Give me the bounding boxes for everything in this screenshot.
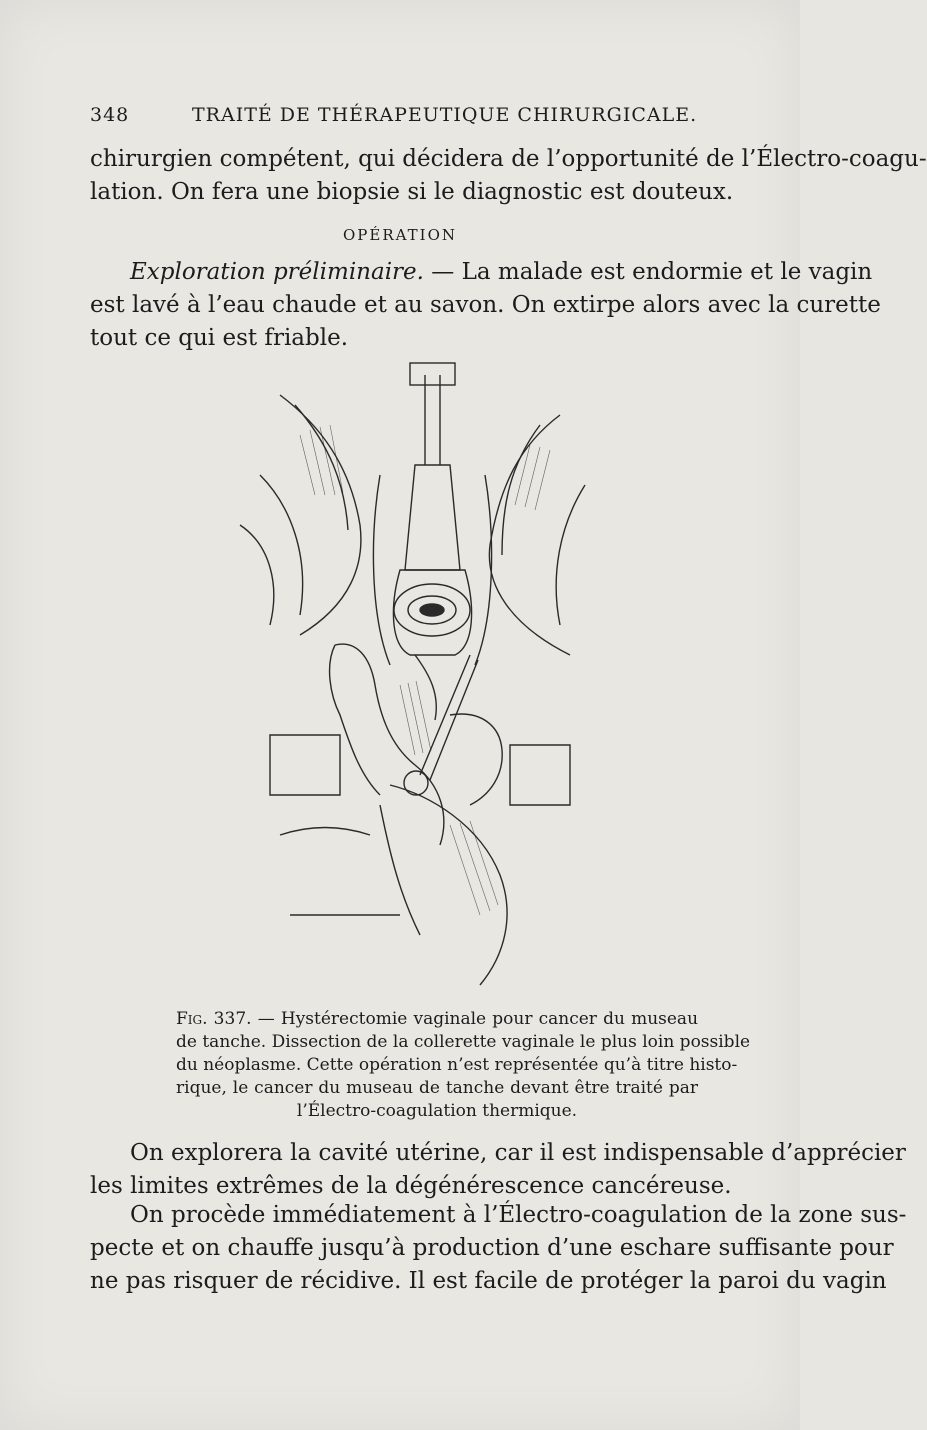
paragraph-4 [90, 1199, 907, 1298]
text-line [90, 256, 873, 289]
running-title: TRAITÉ DE THÉRAPEUTIQUE CHIRURGICALE. [192, 104, 698, 126]
text-line: tout ce qui est friable. [90, 325, 349, 351]
caption-line: l’Électro-coagulation thermique. [296, 1101, 578, 1121]
paragraph-2 [90, 256, 881, 355]
forceps [420, 655, 478, 780]
text-line: lation. On fera une biopsie si le diagnostic est douteux. [90, 179, 734, 205]
caption-line: de tanche. Dissection de la collerette vaginale le plus loin possible [176, 1032, 751, 1052]
speculum [425, 375, 440, 465]
hand-right [450, 714, 502, 805]
text-line-rest: — La malade est endormie et le vagin [423, 259, 873, 285]
page-number: 348 [90, 104, 130, 126]
drape-left [280, 395, 361, 635]
caption-line: du néoplasme. Cette opération n’est représentée qu’à titre histo- [176, 1055, 738, 1075]
text-line: les limites extrêmes de la dégénérescence cancéreuse. [90, 1173, 732, 1199]
surgical-illustration [240, 355, 600, 995]
caption-line: Fig. 337. — Hystérectomie vaginale pour cancer du museau [176, 1009, 699, 1029]
drape-right [489, 415, 570, 655]
text-line: ne pas risquer de récidive. Il est facile de protéger la paroi du vagin [90, 1268, 887, 1294]
text-line: On procède immédiatement à l’Électro-coagulation de la zone sus- [130, 1202, 907, 1228]
paragraph-3 [90, 1137, 906, 1203]
paragraph-1 [90, 143, 927, 209]
page-header [90, 104, 770, 130]
figure-label: Fig. 337. [176, 1009, 252, 1029]
text-line: est lavé à l’eau chaude et au savon. On extirpe alors avec la curette [90, 292, 881, 318]
text-line: chirurgien compétent, qui décidera de l’opportunité de l’Électro-coagu- [90, 146, 927, 172]
section-heading: OPÉRATION [343, 226, 457, 244]
surgical-illustration-icon [240, 355, 600, 995]
caption-line: rique, le cancer du museau de tanche devant être traité par [176, 1078, 698, 1098]
table-right [510, 745, 570, 805]
text-line: pecte et on chauffe jusqu’à production d’une eschare suffisante pour [90, 1235, 894, 1261]
table-left [270, 735, 340, 795]
figure-caption [176, 1008, 751, 1123]
italic-lead: Exploration préliminaire. [130, 259, 424, 285]
text-line: On explorera la cavité utérine, car il est indispensable d’apprécier [130, 1140, 906, 1166]
